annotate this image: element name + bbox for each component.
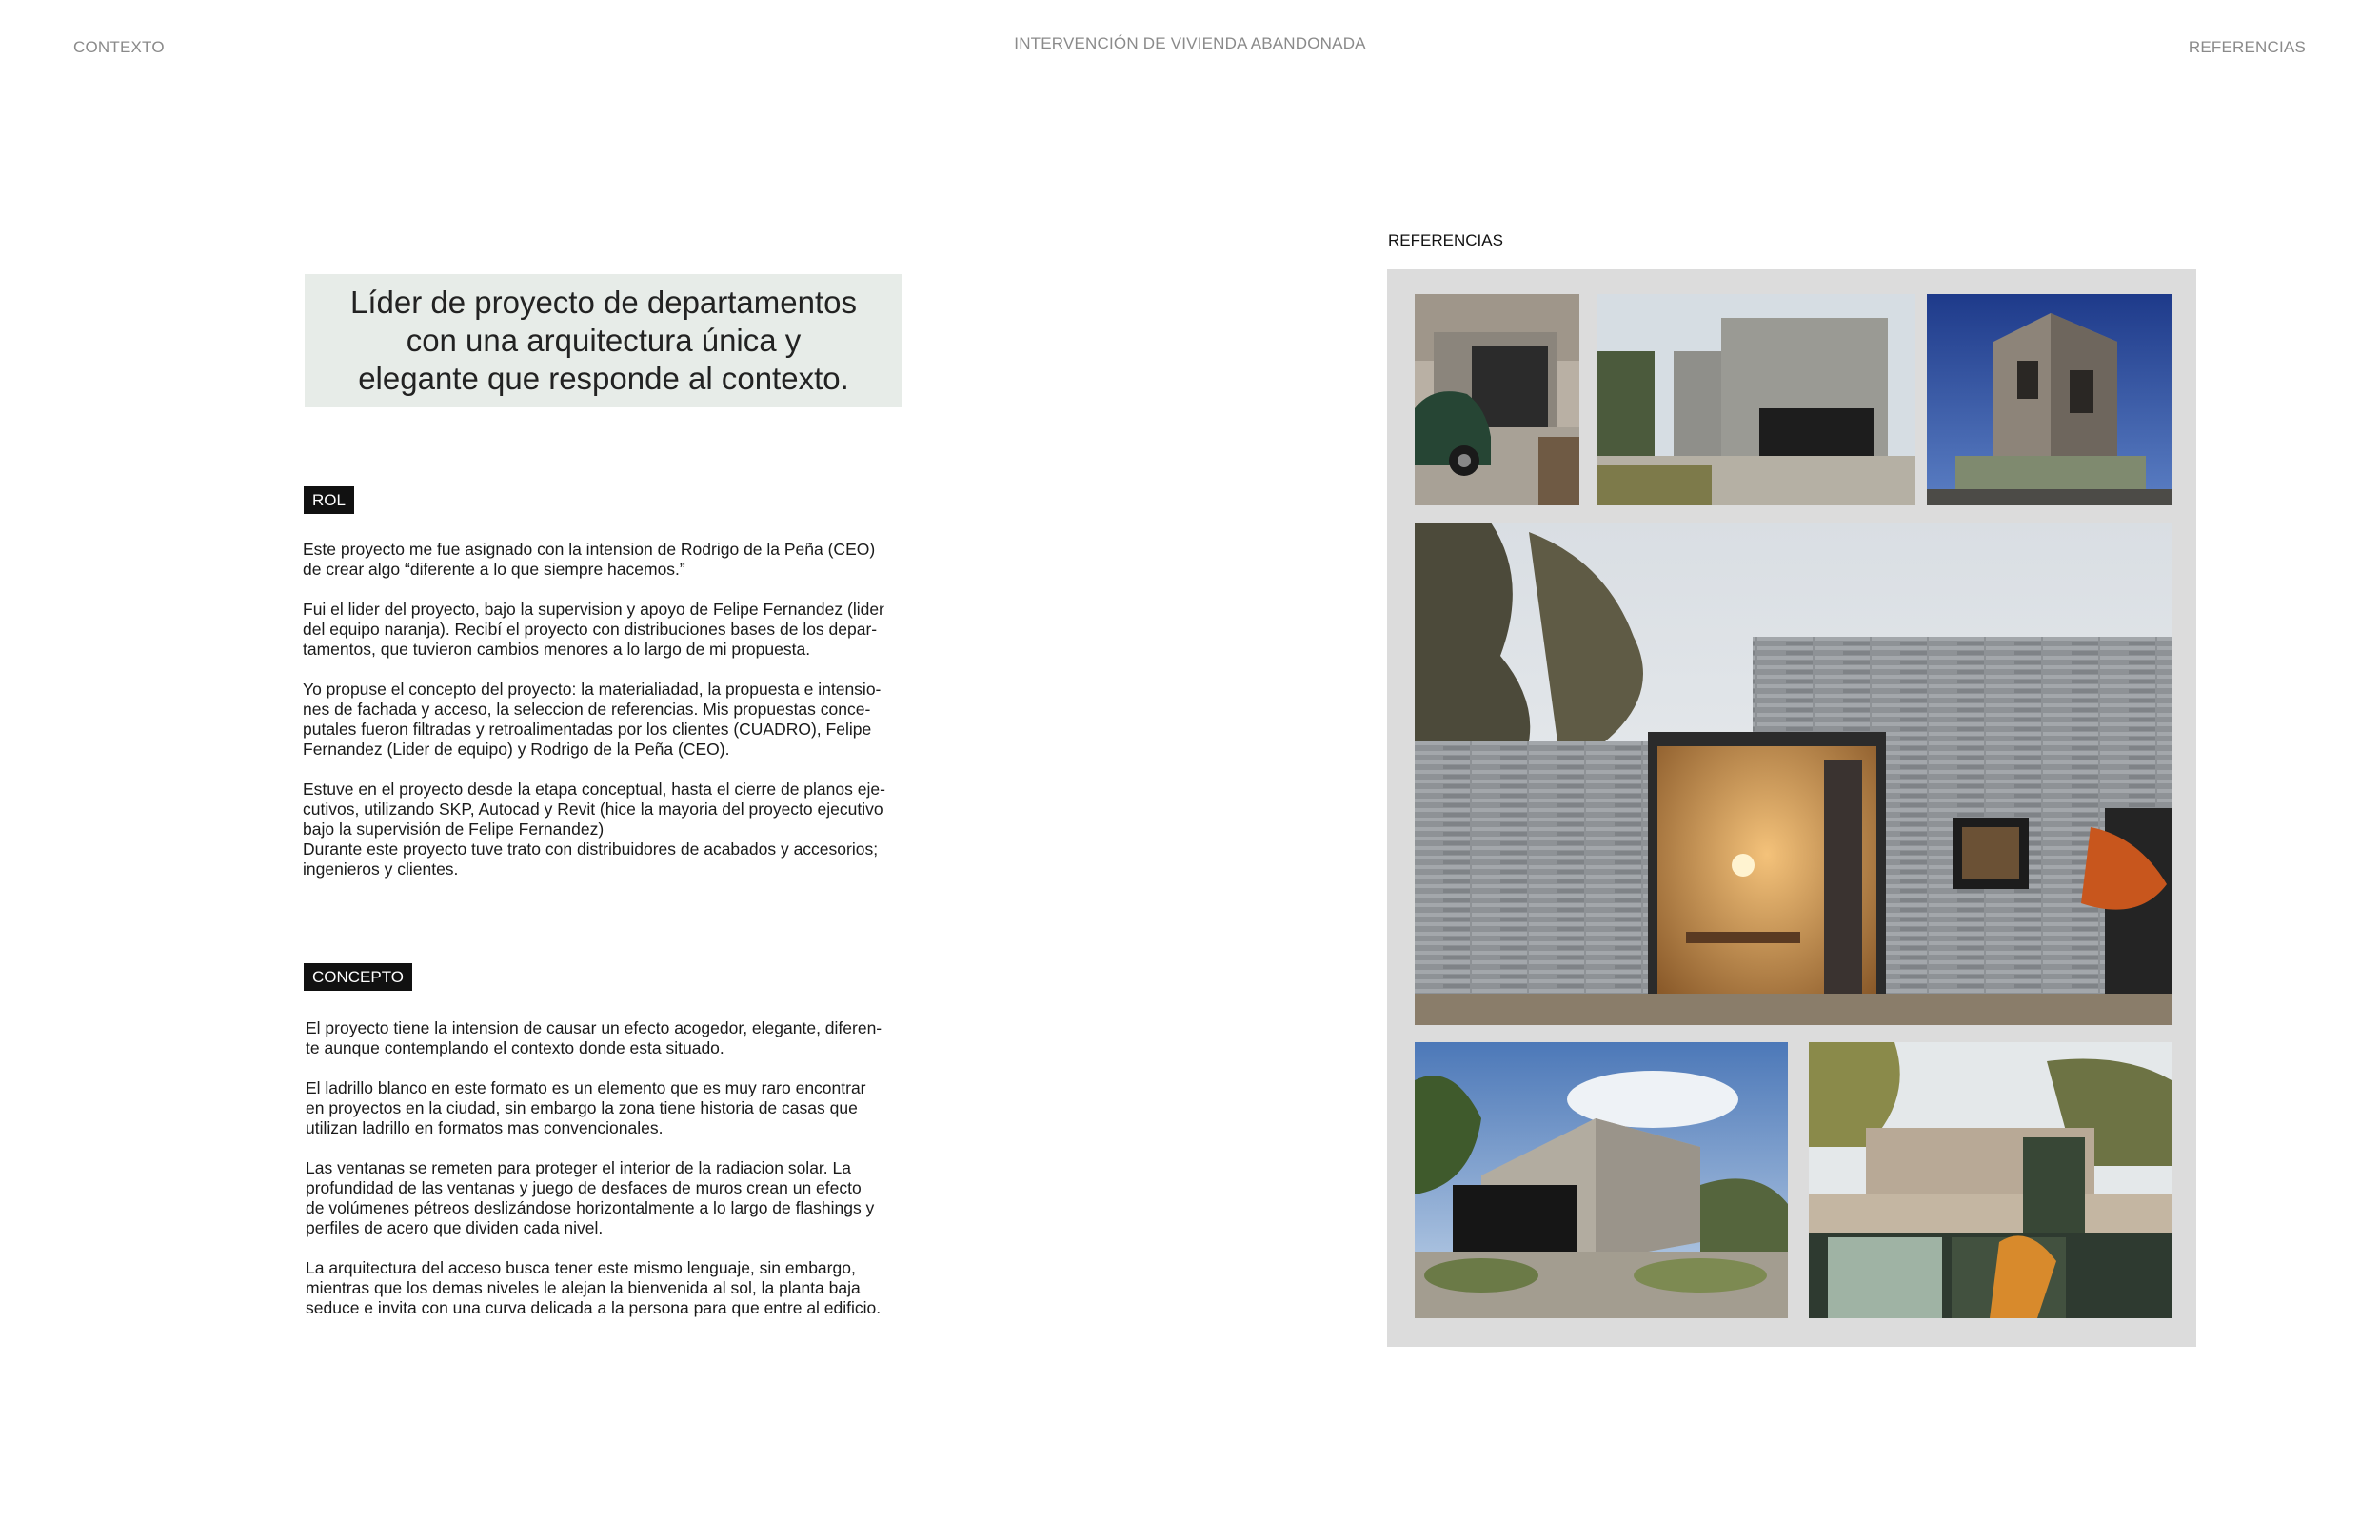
reference-photo-car-and-brick-wall (1415, 294, 1579, 505)
rol-paragraph: Fui el lider del proyecto, bajo la supervision y apoyo de Felipe Fernandez (lider del equipo naranja). Recibí el proyecto con distribuciones bases de los depar- tamentos, que tuvieron cambios menores a lo largo de mi propuesta. (303, 600, 884, 659)
rol-label: ROL (304, 486, 354, 514)
reference-photo-brick-house-gravel-garden (1415, 1042, 1788, 1318)
header-right: REFERENCIAS (2188, 38, 2306, 56)
rol-paragraph: Este proyecto me fue asignado con la intension de Rodrigo de la Peña (CEO) de crear algo “diferente a lo que siempre hacemos.” (303, 540, 876, 579)
concepto-paragraph: El proyecto tiene la intension de causar un efecto acogedor, elegante, diferen- te aunque contemplando el contexto donde esta situado. (306, 1018, 883, 1057)
reference-photo-brick-house-trees (1809, 1042, 2172, 1318)
references-title: REFERENCIAS (1388, 231, 1503, 249)
rol-text (303, 540, 912, 899)
concepto-paragraph: La arquitectura del acceso busca tener este mismo lenguaje, sin embargo, mientras que los demas niveles le alejan la bienvenida al sol, la planta baja seduce e invita con una curva delicada a la persona para que entre al edificio. (306, 1258, 882, 1317)
reference-photo-grey-brick-house (1597, 294, 1915, 505)
rol-paragraph: Estuve en el proyecto desde la etapa conceptual, hasta el cierre de planos eje- cutivos, utilizando SKP, Autocad y Revit (hice la mayoria del proyecto ejecutivo bajo la supervisión de Felipe Fernandez) Durante este proyecto tuve trato con distribuidores de acabados y accesorios; ingenieros y clientes. (303, 780, 885, 879)
headline: Líder de proyecto de departamentos con una arquitectura única y elegante que responde al contexto. (349, 285, 857, 396)
headline-box (305, 274, 902, 407)
header-left: CONTEXTO (73, 38, 165, 56)
rol-paragraph: Yo propuse el concepto del proyecto: la materialiadad, la propuesta e intensio- nes de fachada y acceso, la seleccion de referencias. Mis propuestas conce- putales fueron filtradas y retroalimentadas por los clientes (CUADRO), Felipe Fernandez (Lider de equipo) y Rodrigo de la Peña (CEO). (303, 680, 882, 759)
header-title: INTERVENCIÓN DE VIVIENDA ABANDONADA (1014, 34, 1366, 52)
concepto-paragraph: El ladrillo blanco en este formato es un elemento que es muy raro encontrar en proyectos en la ciudad, sin embargo la zona tiene historia de casas que utilizan ladrillo en formatos mas convencionales. (306, 1078, 866, 1137)
reference-photo-stone-cube-tower (1927, 294, 2172, 505)
concepto-text (306, 1018, 915, 1338)
concepto-paragraph: Las ventanas se remeten para proteger el interior de la radiacion solar. La profundidad de las ventanas y juego de desfaces de muros crean un efecto de volúmenes pétreos deslizándose horizontalmente a lo largo de flashings y perfiles de acero que dividen cada nivel. (306, 1158, 875, 1237)
concepto-label: CONCEPTO (304, 963, 412, 991)
reference-photo-brick-house-glass-opening (1415, 523, 2172, 1025)
